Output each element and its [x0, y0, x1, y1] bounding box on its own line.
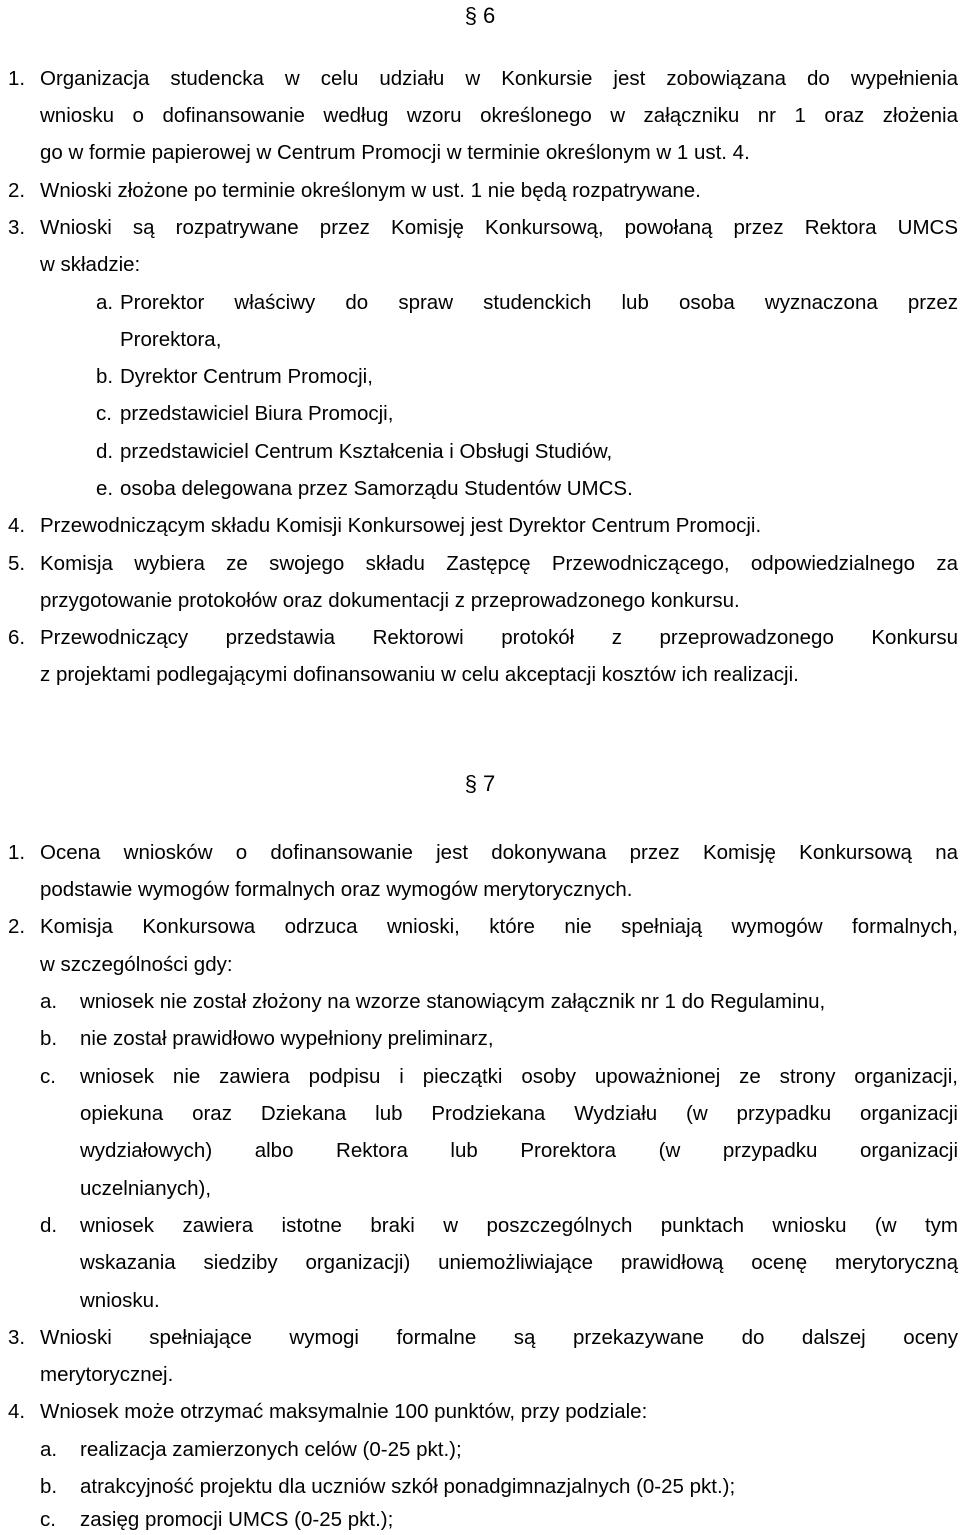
sublist-letter: b.: [40, 1027, 58, 1050]
sublist-item-text: zasięg promocji UMCS (0-25 pkt.);: [80, 1508, 394, 1531]
list-number: 3.: [8, 1326, 26, 1349]
list-item-text: Wnioski są rozpatrywane przez Komisję Konkursową, powołaną przez Rektora UMCS: [40, 216, 958, 239]
list-item-text: w składzie:: [40, 253, 141, 276]
sublist-item-text: Dyrektor Centrum Promocji,: [120, 365, 373, 388]
sublist-letter: a.: [40, 990, 58, 1013]
list-number: 2.: [8, 915, 26, 938]
list-item-text: Wnioski złożone po terminie określonym w ust. 1 nie będą rozpatrywane.: [40, 179, 701, 202]
list-number: 4.: [8, 1400, 26, 1423]
list-number: 5.: [8, 552, 26, 575]
list-number: 4.: [8, 514, 26, 537]
section-heading-7: § 7: [464, 771, 496, 796]
list-item-text: Przewodniczącym składu Komisji Konkursowej jest Dyrektor Centrum Promocji.: [40, 514, 762, 537]
list-item-text: podstawie wymogów formalnych oraz wymogów merytorycznych.: [40, 878, 633, 901]
list-number: 3.: [8, 216, 26, 239]
list-item-text: przygotowanie protokołów oraz dokumentacji z przeprowadzonego konkursu.: [40, 589, 740, 612]
sublist-item-text: opiekuna oraz Dziekana lub Prodziekana Wydziału (w przypadku organizacji: [80, 1102, 958, 1125]
list-number: 1.: [8, 841, 26, 864]
list-item-text: merytorycznej.: [40, 1363, 174, 1386]
sublist-item-text: realizacja zamierzonych celów (0-25 pkt.);: [80, 1438, 462, 1461]
list-item-text: z projektami podlegającymi dofinansowaniu w celu akceptacji kosztów ich realizacji.: [40, 663, 799, 686]
list-item-text: Komisja wybiera ze swojego składu Zastępcę Przewodniczącego, odpowiedzialnego za: [40, 552, 958, 575]
sublist-item-text: wniosek nie został złożony na wzorze stanowiącym załącznik nr 1 do Regulaminu,: [80, 990, 826, 1013]
sublist-item-text: uczelnianych),: [80, 1177, 212, 1200]
sublist-item-text: wniosku.: [80, 1289, 160, 1312]
list-item-text: wniosku o dofinansowanie według wzoru określonego w załączniku nr 1 oraz złożenia: [40, 104, 958, 127]
sublist-letter: b.: [40, 1475, 58, 1498]
sublist-letter: a.: [40, 1438, 58, 1461]
list-item-text: Organizacja studencka w celu udziału w Konkursie jest zobowiązana do wypełnienia: [40, 67, 958, 90]
sublist-item-text: wydziałowych) albo Rektora lub Prorektora (w przypadku organizacji: [80, 1139, 958, 1162]
list-number: 1.: [8, 67, 26, 90]
sublist-item-text: wniosek nie zawiera podpisu i pieczątki osoby upoważnionej ze strony organizacji,: [80, 1065, 958, 1088]
sublist-item-text: wniosek zawiera istotne braki w poszczególnych punktach wniosku (w tym: [80, 1214, 958, 1237]
sublist-letter: c.: [96, 402, 112, 425]
sublist-item-text: przedstawiciel Centrum Kształcenia i Obsługi Studiów,: [120, 440, 613, 463]
list-number: 2.: [8, 179, 26, 202]
sublist-letter: c.: [40, 1065, 56, 1088]
sublist-letter: b.: [96, 365, 114, 388]
sublist-item-text: atrakcyjność projektu dla uczniów szkół ponadgimnazjalnych (0-25 pkt.);: [80, 1475, 736, 1498]
list-number: 6.: [8, 626, 26, 649]
sublist-item-text: nie został prawidłowo wypełniony preliminarz,: [80, 1027, 494, 1050]
list-item-text: Komisja Konkursowa odrzuca wnioski, które nie spełniają wymogów formalnych,: [40, 915, 958, 938]
list-item-text: Ocena wniosków o dofinansowanie jest dokonywana przez Komisję Konkursową na: [40, 841, 958, 864]
sublist-letter: d.: [96, 440, 114, 463]
sublist-item-text: wskazania siedziby organizacji) uniemożliwiające prawidłową ocenę merytoryczną: [80, 1251, 958, 1274]
list-item-text: go w formie papierowej w Centrum Promocji w terminie określonym w 1 ust. 4.: [40, 141, 750, 164]
sublist-item-text: przedstawiciel Biura Promocji,: [120, 402, 394, 425]
sublist-item-text: Prorektora,: [120, 328, 222, 351]
sublist-letter: e.: [96, 477, 114, 500]
list-item-text: w szczególności gdy:: [40, 953, 233, 976]
sublist-item-text: Prorektor właściwy do spraw studenckich lub osoba wyznaczona przez: [120, 291, 958, 314]
sublist-item-text: osoba delegowana przez Samorządu Studentów UMCS.: [120, 477, 633, 500]
list-item-text: Wniosek może otrzymać maksymalnie 100 punktów, przy podziale:: [40, 1400, 648, 1423]
list-item-text: Wnioski spełniające wymogi formalne są przekazywane do dalszej oceny: [40, 1326, 958, 1349]
sublist-letter: a.: [96, 291, 114, 314]
sublist-letter: c.: [40, 1508, 56, 1531]
list-item-text: Przewodniczący przedstawia Rektorowi protokół z przeprowadzonego Konkursu: [40, 626, 958, 649]
sublist-letter: d.: [40, 1214, 58, 1237]
section-heading-6: § 6: [464, 3, 496, 28]
